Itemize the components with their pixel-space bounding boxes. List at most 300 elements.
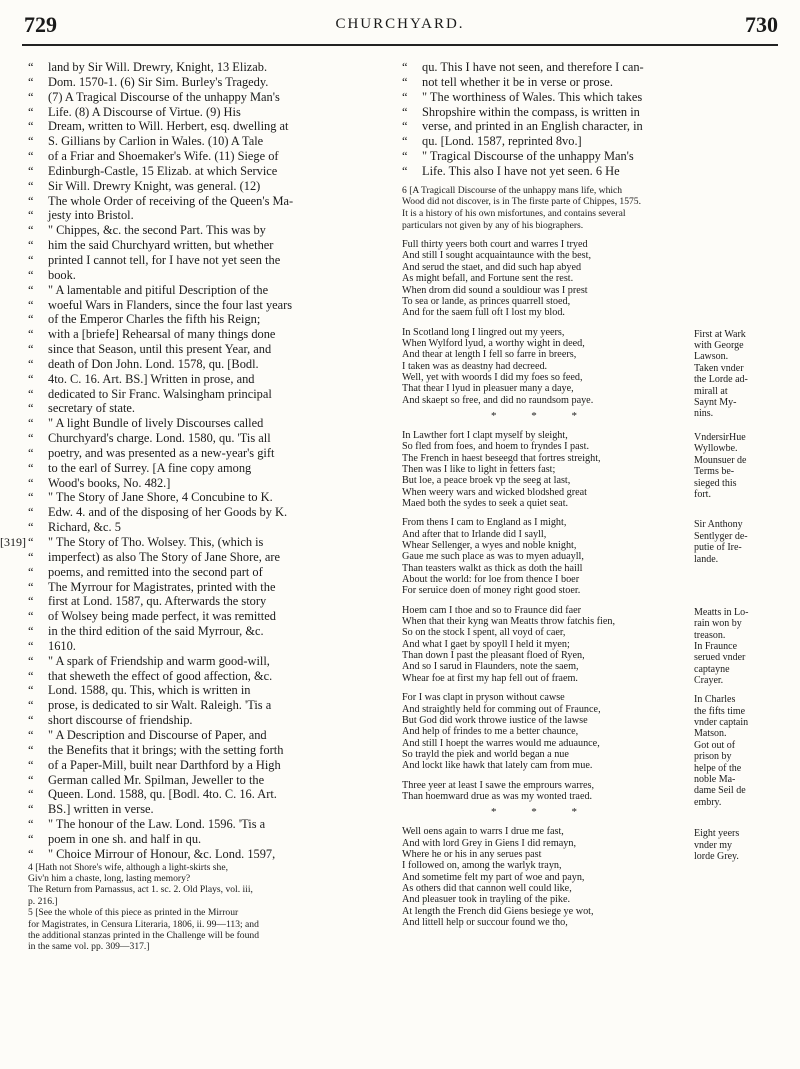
text-line — [0, 535, 390, 550]
text-line-content: " A Description and Discourse of Paper, and — [48, 727, 267, 742]
quote-mark: “ — [28, 401, 34, 416]
quote-mark: “ — [402, 89, 408, 104]
side-note-line: Saynt My- — [694, 396, 737, 408]
text-line-content: printed I cannot tell, for I have not yet seen the — [48, 252, 281, 267]
side-note-line: treason. — [694, 629, 726, 641]
quote-mark: “ — [28, 787, 34, 802]
text-line — [28, 253, 390, 268]
verse-line: Than hoemward drue as was my wonted traed. — [402, 790, 593, 802]
text-line-content: verse, and printed in an English character, in — [422, 119, 643, 134]
footnote-line: 4 [Hath not Shore's wife, although a light-skirts she, — [28, 861, 228, 873]
verse-line: Full thirty yeers both court and warres I tryed — [402, 239, 588, 251]
side-note-line: serued vnder — [694, 652, 746, 664]
text-line — [28, 75, 390, 90]
verse-line: About the world: for loe from thence I boer — [402, 574, 580, 586]
text-line — [28, 298, 390, 313]
verse-line: Well oens again to warrs I drue me fast, — [402, 826, 564, 838]
quote-mark: “ — [28, 817, 34, 832]
text-line — [28, 639, 390, 654]
quote-mark: “ — [28, 505, 34, 520]
quote-mark: “ — [28, 535, 34, 549]
text-line-content: " A light Bundle of lively Discourses called — [48, 416, 264, 431]
left-column — [0, 60, 390, 953]
verse-block — [402, 239, 782, 928]
verse-line: So fled from foes, and hoem to fryndes I past. — [402, 441, 590, 453]
verse-stanza — [402, 780, 782, 803]
quote-mark: “ — [28, 713, 34, 728]
quote-mark: “ — [28, 549, 34, 564]
side-note-line: vnder captain — [694, 716, 749, 728]
text-line — [28, 312, 390, 327]
verse-line: Than down I past the pleasant floed of Ryen, — [402, 650, 585, 662]
text-line-content: Shropshire within the compass, is written in — [422, 104, 640, 119]
side-note-line: vnder my — [694, 839, 733, 851]
footnote-line: p. 216.] — [28, 895, 58, 907]
quote-mark: “ — [28, 89, 34, 104]
quote-mark: “ — [28, 312, 34, 327]
verse-line: And what I gaet by spoyll I held it myen; — [402, 638, 570, 650]
text-line — [28, 164, 390, 179]
text-line-content: BS.] written in verse. — [48, 802, 154, 817]
side-note-line: prison by — [694, 751, 732, 763]
verse-line: And still I sought acquaintaunce with the best, — [402, 250, 591, 262]
verse-line: And straightly held for comming out of Fraunce, — [402, 703, 601, 715]
verse-line: And after that to Irlande did I sayll, — [402, 528, 547, 540]
side-note-line: Wyllowbe. — [694, 443, 738, 455]
quote-mark: “ — [402, 134, 408, 149]
text-line — [28, 387, 390, 402]
quote-mark: “ — [28, 327, 34, 342]
quote-mark: “ — [28, 282, 34, 297]
side-note-line: Sir Anthony — [694, 519, 743, 531]
verse-line: And serud the staet, and did such hap abyed — [402, 261, 582, 273]
text-line — [28, 728, 390, 743]
footnote-line: the additional stanzas printed in the Challenge will be found — [28, 930, 259, 941]
verse-line: The French in haest beseegd that fortres streight, — [402, 452, 601, 464]
text-line-content: Churchyard's charge. Lond. 1580, qu. 'Tis all — [48, 431, 271, 446]
text-line-content: in the third edition of the said Myrrour, &c. — [48, 624, 264, 639]
verse-line: As others did that cannon well could like, — [402, 882, 572, 894]
side-note-line: noble Ma- — [694, 774, 736, 785]
side-note-line: fort. — [694, 488, 711, 500]
quote-mark: “ — [28, 238, 34, 253]
text-line-content: " The Story of Jane Shore, 4 Concubine to K. — [48, 490, 273, 505]
verse-line: Whear foe at first my hap fell out of fraem. — [402, 672, 578, 684]
verse-line: Than teasters walkt as thick as doth the haill — [402, 562, 583, 574]
verse-line: From thens I cam to England as I might, — [402, 517, 567, 529]
verse-line: And skaept so free, and did no raundsom paye. — [402, 394, 594, 406]
quote-mark: “ — [28, 564, 34, 579]
quote-mark: “ — [28, 134, 34, 149]
side-note-line: Got out of — [694, 739, 736, 751]
text-line-content: the Benefits that it brings; with the setting forth — [48, 742, 284, 757]
quote-mark: “ — [28, 223, 34, 238]
verse-line: At length the French did Giens besiege ye wot, — [402, 905, 594, 917]
verse-line: And still I hoept the warres would me aduaunce, — [402, 737, 600, 749]
side-note-line: Matson. — [694, 728, 727, 740]
text-line-content: " Chippes, &c. the second Part. This was by — [48, 223, 266, 238]
verse-stanza — [402, 326, 782, 420]
quote-mark: “ — [28, 594, 34, 609]
text-line — [402, 149, 782, 164]
quote-mark: “ — [28, 149, 34, 164]
quote-mark: “ — [28, 846, 34, 861]
quote-mark: “ — [28, 683, 34, 698]
verse-line: I taken was as deastny had decreed. — [402, 360, 548, 372]
text-line-content: " The worthiness of Wales. This which takes — [422, 89, 643, 104]
verse-line: In Scotland long I lingred out my yeers, — [402, 326, 565, 338]
quote-mark: “ — [28, 371, 34, 386]
side-note — [694, 828, 784, 862]
text-line-content: " Tragical Discourse of the unhappy Man's — [422, 149, 634, 164]
text-line-content: poetry, and was presented as a new-year's gift — [48, 445, 275, 460]
text-line — [28, 327, 390, 342]
verse-line: Where he or his in any serues past — [402, 848, 542, 860]
text-line — [28, 565, 390, 580]
footnote-6 — [402, 185, 782, 231]
text-line — [402, 164, 782, 179]
right-page-number: 730 — [745, 12, 778, 37]
text-line-content: " Choice Mirrour of Honour, &c. Lond. 1597, — [48, 846, 276, 861]
text-line — [28, 401, 390, 416]
text-line-content: woeful Wars in Flanders, since the four last years — [48, 297, 293, 312]
text-line-content: of a Friar and Shoemaker's Wife. (11) Siege of — [48, 149, 279, 164]
quote-mark: “ — [28, 490, 34, 505]
text-line-content: 1610. — [48, 638, 76, 653]
text-line — [28, 832, 390, 847]
side-note-line: Lawson. — [694, 351, 729, 363]
text-line-content: The whole Order of receiving of the Queen's Ma- — [48, 193, 294, 208]
verse-line: Well, yet with woords I did my foes so feed, — [402, 371, 583, 383]
text-line-content: to the earl of Surrey. [A fine copy among — [48, 460, 252, 475]
footnote-line: Wood did not discover, is in The firste parte of Chippes, 1575. — [402, 196, 642, 208]
right-column — [402, 60, 782, 928]
verse-line: When drom did sound a souldiour was I prest — [402, 284, 588, 296]
verse-line: That thear I lyud in pleasuer many a daye, — [402, 383, 574, 395]
text-line — [28, 268, 390, 283]
verse-stanza — [402, 517, 782, 596]
verse-line: In Lawther fort I clapt myself by sleight, — [402, 429, 568, 441]
side-note-line: First at Wark — [694, 328, 746, 340]
text-line-content: qu. This I have not seen, and therefore I can- — [422, 60, 644, 74]
text-line — [28, 476, 390, 491]
text-line — [28, 119, 390, 134]
quote-mark: “ — [28, 520, 34, 535]
verse-line: But God did work throwe iustice of the lawse — [402, 714, 588, 726]
verse-line: But loe, a peace broek vp the seeg at last, — [402, 475, 571, 487]
verse-line: So on the stock I spent, all voyd of caer, — [402, 627, 566, 639]
text-line-content: qu. [Lond. 1587, reprinted 8vo.] — [422, 134, 582, 149]
text-line — [28, 773, 390, 788]
page-header — [0, 6, 800, 38]
left-page-number: 729 — [24, 12, 57, 37]
section-stars: * * * — [491, 806, 593, 819]
footnote-line: in the same vol. pp. 309—317.] — [28, 941, 150, 953]
text-line — [28, 179, 390, 194]
text-line — [28, 580, 390, 595]
verse-line: Maed both the sydes to seek a quiet seat. — [402, 498, 569, 509]
text-line — [28, 847, 390, 862]
quote-mark: “ — [28, 297, 34, 312]
verse-line: When that their kyng wan Meatts throw fatchis fien, — [402, 616, 616, 628]
footnote-line: The Return from Parnassus, act 1. sc. 2. Old Plays, vol. iii, — [28, 884, 253, 896]
text-line-content: " The Story of Tho. Wolsey. This, (which is — [48, 535, 264, 549]
text-line — [28, 134, 390, 149]
side-note-line: Eight yeers — [694, 828, 740, 840]
quote-mark: “ — [28, 342, 34, 357]
verse-line: Then was I like to light in fetters fast; — [402, 463, 556, 475]
text-line-content: with a [briefe] Rehearsal of many things done — [48, 327, 276, 342]
quote-mark: “ — [28, 445, 34, 460]
text-line — [28, 594, 390, 609]
text-line — [28, 149, 390, 164]
verse-line: As might befall, and Fortune sent the rest. — [402, 273, 574, 285]
verse-line: To sea or lande, as princes quarrell stoed, — [402, 295, 571, 307]
side-note-line: lande. — [694, 553, 719, 565]
side-note-line: Sentlyger de- — [694, 530, 748, 542]
side-note-line: dame Seil de — [694, 785, 746, 797]
text-line — [28, 431, 390, 446]
side-note-line: putie of Ire- — [694, 542, 742, 554]
quote-mark: “ — [28, 802, 34, 817]
text-line-content: " A lamentable and pitiful Description of the — [48, 282, 269, 297]
verse-line: And so I sarud in Flaunders, note the saem, — [402, 661, 579, 673]
side-note-line: In Charles — [694, 694, 736, 706]
text-line — [402, 75, 782, 90]
footnote-line: particulars not given by any of his biographers. — [402, 219, 584, 231]
quote-mark: “ — [28, 579, 34, 594]
text-line-content: Sir Will. Drewry Knight, was general. (12) — [48, 178, 261, 193]
verse-line: And thear at length I fell so farre in breers, — [402, 349, 577, 361]
side-note-line: Taken vnder — [694, 362, 744, 374]
text-line — [28, 461, 390, 476]
quote-mark: “ — [402, 163, 408, 178]
text-line-content: Edinburgh-Castle, 15 Elizab. at which Service — [48, 163, 278, 178]
text-line — [28, 416, 390, 431]
quote-mark: “ — [28, 831, 34, 846]
quote-mark: “ — [28, 727, 34, 742]
verse-line: Hoem cam I thoe and so to Fraunce did faer — [402, 604, 582, 616]
quote-mark: “ — [28, 653, 34, 668]
verse-line: And with lord Grey in Giens I did remayn, — [402, 837, 577, 849]
verse-line: Whear Sellenger, a wyes and noble knight, — [402, 540, 577, 552]
side-note-line: the fifts time — [694, 705, 746, 717]
verse-line: When Wylford lyud, a worthy wight in deed, — [402, 337, 585, 349]
verse-line: So trayld the piek and world began a nue — [402, 748, 569, 760]
text-line-content: him the said Churchyard written, but whether — [48, 238, 274, 253]
text-line-content: of a Paper-Mill, built near Darthford by a High — [48, 757, 281, 772]
text-line — [28, 505, 390, 520]
side-note-line: the Lorde ad- — [694, 374, 748, 386]
side-note-line: embry. — [694, 796, 722, 808]
quote-mark: “ — [402, 74, 408, 89]
verse-line: And sometime felt my part of woe and payn, — [402, 871, 585, 883]
text-line — [28, 609, 390, 624]
footnote-line: for Magistrates, in Censura Literaria, 1806, ii. 99—113; and — [28, 918, 259, 930]
side-note-line: Mounsuer de — [694, 454, 747, 466]
text-line — [28, 283, 390, 298]
text-line — [28, 683, 390, 698]
text-line-content: of the Emperor Charles the fifth his Reign; — [48, 312, 261, 327]
text-line-content: The Myrrour for Magistrates, printed with the — [48, 579, 276, 594]
side-note-line: helpe of the — [694, 762, 742, 774]
quote-mark: “ — [28, 104, 34, 119]
text-line — [28, 105, 390, 120]
text-line — [402, 90, 782, 105]
verse-stanza — [402, 826, 782, 928]
text-line-content: Life. (8) A Discourse of Virtue. (9) His — [48, 104, 241, 119]
side-note-line: VndersirHue — [694, 431, 746, 443]
gutter-marker: [319] — [0, 535, 26, 549]
text-line-content: that sheweth the effect of good affection, &c. — [48, 668, 273, 683]
text-line-content: German called Mr. Spilman, Jeweller to the — [48, 772, 265, 787]
text-line — [28, 624, 390, 639]
text-line-content: land by Sir Will. Drewry, Knight, 13 Elizab. — [48, 60, 268, 74]
text-line-content: jesty into Bristol. — [48, 208, 134, 223]
text-line — [28, 787, 390, 802]
text-line-content: death of Don John. Lond. 1578, qu. [Bodl. — [48, 356, 259, 371]
text-line-content: first at Lond. 1587, qu. Afterwards the story — [48, 594, 267, 609]
text-line — [28, 238, 390, 253]
quote-mark: “ — [28, 119, 34, 134]
text-line — [28, 802, 390, 817]
text-line — [28, 194, 390, 209]
text-line — [402, 119, 782, 134]
quote-mark: “ — [28, 698, 34, 713]
verse-stanza — [402, 604, 782, 687]
text-line — [28, 490, 390, 505]
verse-line: And littell help or succour found we tho, — [402, 917, 568, 928]
verse-line: Gaue me such place as was to myen aduayll, — [402, 551, 584, 563]
verse-line: And for the saem full oft I lost my blod. — [402, 307, 565, 319]
text-line — [402, 105, 782, 120]
text-line — [28, 60, 390, 75]
quote-mark: “ — [28, 668, 34, 683]
quote-mark: “ — [28, 475, 34, 490]
quote-mark: “ — [28, 431, 34, 446]
side-note — [694, 607, 784, 687]
quote-mark: “ — [28, 386, 34, 401]
side-note-line: sieged this — [694, 477, 737, 489]
text-line — [402, 60, 782, 75]
quote-mark: “ — [28, 267, 34, 282]
text-line-content: 4to. C. 16. Art. BS.] Written in prose, and — [48, 371, 255, 386]
quote-mark: “ — [28, 163, 34, 178]
side-note-line: with George — [694, 339, 744, 351]
text-line — [28, 342, 390, 357]
quote-mark: “ — [28, 609, 34, 624]
verse-line: And help of frindes to me a better chaunce, — [402, 726, 579, 738]
quote-mark: “ — [28, 772, 34, 787]
text-line — [28, 698, 390, 713]
text-line-content: imperfect) as also The Story of Jane Shore, are — [48, 549, 281, 564]
verse-line: And pleasuer took in trayling of the pike. — [402, 894, 571, 906]
quote-mark: “ — [28, 624, 34, 639]
text-line-content: " The honour of the Law. Lond. 1596. 'Tis a — [48, 817, 266, 832]
quote-mark: “ — [28, 356, 34, 371]
text-line-content: dedicated to Sir Franc. Walsingham principal — [48, 386, 272, 401]
text-line — [402, 134, 782, 149]
right-body-text — [402, 60, 782, 179]
side-note-line: Crayer. — [694, 675, 724, 687]
text-line-content: Lond. 1588, qu. This, which is written in — [48, 683, 251, 698]
side-note-line: nins. — [694, 408, 714, 420]
header-rule — [22, 44, 778, 46]
text-line-content: since that Season, until this present Year, and — [48, 342, 272, 357]
text-line-content: " A spark of Friendship and warm good-will, — [48, 653, 270, 668]
side-note — [694, 329, 784, 420]
side-note-line: mirall at — [694, 385, 728, 397]
text-line-content: Richard, &c. 5 — [48, 520, 121, 535]
text-line — [28, 90, 390, 105]
left-body-text — [0, 60, 390, 862]
footnote-line: It is a history of his own misfortunes, and contains several — [402, 207, 626, 219]
footnote-line: 6 [A Tragicall Discourse of the unhappy mans life, which — [402, 184, 623, 196]
quote-mark: “ — [28, 178, 34, 193]
quote-mark: “ — [28, 742, 34, 757]
footnote-line: 5 [See the whole of this piece as printed in the Mirrour — [28, 907, 239, 919]
text-line-content: Dream, written to Will. Herbert, esq. dwelling at — [48, 119, 289, 134]
text-line-content: poems, and remitted into the second part of — [48, 564, 263, 579]
text-line-content: (7) A Tragical Discourse of the unhappy Man's — [48, 89, 280, 104]
side-note — [694, 519, 784, 565]
text-line-content: S. Gillians by Carlion in Wales. (10) A Tale — [48, 134, 264, 149]
text-line-content: Queen. Lond. 1588, qu. [Bodl. 4to. C. 16. Art. — [48, 787, 277, 802]
text-line — [28, 520, 390, 535]
quote-mark: “ — [28, 252, 34, 267]
left-footnotes — [28, 862, 390, 953]
quote-mark: “ — [28, 60, 34, 74]
text-line-content: of Wolsey being made perfect, it was remitted — [48, 609, 276, 624]
text-line-content: book. — [48, 267, 76, 282]
verse-line: For seruice doen of money right good stoer. — [402, 585, 581, 597]
text-line — [28, 446, 390, 461]
quote-mark: “ — [402, 60, 408, 74]
quote-mark: “ — [28, 638, 34, 653]
text-line-content: short discourse of friendship. — [48, 713, 193, 728]
text-line-content: not tell whether it be in verse or prose. — [422, 74, 613, 89]
verse-line: For I was clapt in pryson without cawse — [402, 692, 565, 704]
verse-stanza — [402, 430, 782, 509]
text-line — [28, 713, 390, 728]
quote-mark: “ — [402, 104, 408, 119]
verse-line: And lockt like hawk that lately cam from mue. — [402, 760, 593, 772]
text-line — [28, 669, 390, 684]
running-title: CHURCHYARD. — [335, 16, 465, 32]
quote-mark: “ — [402, 119, 408, 134]
footnote-line: Giv'n him a chaste, long, lasting memory? — [28, 872, 191, 884]
quote-mark: “ — [28, 193, 34, 208]
verse-line: When weery wars and wicked blodshed great — [402, 486, 588, 498]
text-line-content: Edw. 4. and of the disposing of her Goods by K. — [48, 505, 288, 520]
text-line — [28, 223, 390, 238]
text-line — [28, 654, 390, 669]
text-line-content: Wood's books, No. 482.] — [48, 475, 171, 490]
text-line — [28, 208, 390, 223]
side-note-line: Meatts in Lo- — [694, 606, 749, 618]
text-line — [28, 743, 390, 758]
text-line-content: Dom. 1570-1. (6) Sir Sim. Burley's Tragedy. — [48, 74, 269, 89]
text-line-content: prose, is dedicated to sir Walt. Raleigh. 'Tis a — [48, 698, 272, 713]
text-line — [28, 817, 390, 832]
verse-stanza — [402, 239, 782, 318]
quote-mark: “ — [28, 757, 34, 772]
side-note-line: Terms be- — [694, 466, 735, 478]
quote-mark: “ — [28, 208, 34, 223]
side-note-line: captayne — [694, 663, 730, 675]
text-line-content: Life. This also I have not yet seen. 6 He — [422, 163, 620, 178]
quote-mark: “ — [28, 416, 34, 431]
